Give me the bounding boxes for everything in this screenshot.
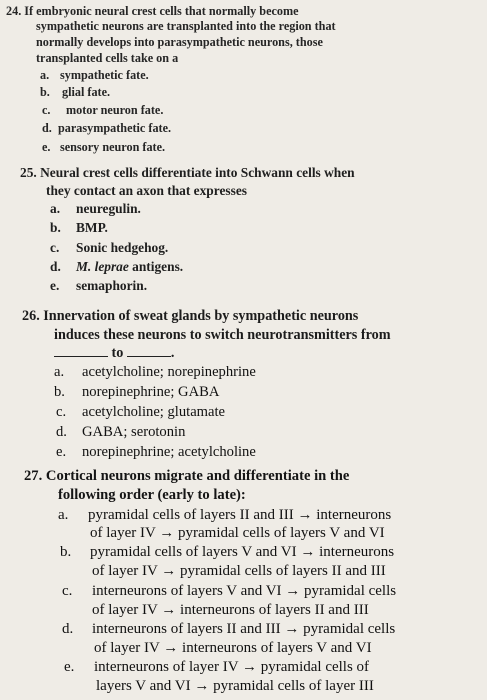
option-letter: b. xyxy=(54,384,65,400)
option-letter: a. xyxy=(50,201,61,216)
option-text: acetylcholine; glutamate xyxy=(82,404,226,420)
option-text: sensory neuron fate. xyxy=(60,140,166,154)
question-stem-line: Innervation of sweat glands by sympathetic neurons xyxy=(43,308,359,324)
option-d xyxy=(56,424,185,441)
question-stem-line: following order (early to late): xyxy=(58,487,246,503)
option-b xyxy=(40,85,110,100)
option-letter: a. xyxy=(58,507,69,523)
question-stem-line: Neural crest cells differentiate into Schwann cells when xyxy=(40,165,355,180)
option-d xyxy=(42,121,171,136)
option-text: pyramidal cells of layers II and III → interneurons xyxy=(88,507,392,523)
option-text: sympathetic fate. xyxy=(60,68,149,82)
question-24-line-1 xyxy=(6,4,299,19)
option-text: motor neuron fate. xyxy=(66,103,164,117)
option-c xyxy=(42,103,163,118)
option-letter: c. xyxy=(56,404,67,420)
question-stem-line: sympathetic neurons are transplanted into the region that xyxy=(36,19,336,33)
question-stem-line: they contact an axon that expresses xyxy=(46,183,247,198)
option-d xyxy=(50,259,183,275)
question-27-line-1 xyxy=(24,468,349,485)
option-text: antigens. xyxy=(128,259,184,274)
option-text: GABA; serotonin xyxy=(82,424,186,440)
fill-in-blank-line xyxy=(54,344,174,362)
option-text: interneurons of layer IV → pyramidal cells of xyxy=(94,659,370,675)
option-text: glial fate. xyxy=(62,85,111,99)
option-letter: d. xyxy=(42,121,52,135)
option-text: parasympathetic fate. xyxy=(58,121,172,135)
option-letter: e. xyxy=(64,659,75,675)
option-text: Sonic hedgehog. xyxy=(76,240,169,255)
option-letter: b. xyxy=(40,85,50,99)
option-c xyxy=(56,404,225,421)
question-number: 25. xyxy=(20,165,37,180)
option-letter: b. xyxy=(60,544,72,560)
option-a-line-1 xyxy=(58,507,391,524)
question-stem-line: transplanted cells take on a xyxy=(36,51,179,65)
option-letter: e. xyxy=(42,140,51,154)
option-letter: c. xyxy=(50,240,60,255)
option-text: of layer IV → interneurons of layers V and VI xyxy=(94,640,372,656)
option-b-line-1 xyxy=(60,544,394,561)
answer-blank-2 xyxy=(127,344,171,357)
option-text: acetylcholine; norepinephrine xyxy=(82,364,256,380)
option-letter: d. xyxy=(62,621,74,637)
option-a xyxy=(50,201,141,217)
option-letter: d. xyxy=(50,259,61,274)
option-text: interneurons of layers V and VI → pyramidal cells xyxy=(92,583,397,599)
question-stem-line: induces these neurons to switch neurotransmitters from xyxy=(54,327,391,343)
option-a xyxy=(54,364,256,381)
option-c xyxy=(50,240,168,256)
option-text: BMP. xyxy=(76,220,108,235)
option-text-italic: M. leprae xyxy=(76,259,129,274)
option-letter: b. xyxy=(50,220,61,235)
option-letter: e. xyxy=(50,278,60,293)
option-text: norepinephrine; acetylcholine xyxy=(82,444,256,460)
question-number: 26. xyxy=(22,308,40,324)
option-letter: c. xyxy=(42,103,51,117)
question-stem-line: normally develops into parasympathetic neurons, those xyxy=(36,35,323,49)
answer-blank-1 xyxy=(54,344,108,357)
option-e xyxy=(50,278,147,294)
option-e-line-1 xyxy=(64,659,369,676)
option-text: layers V and VI → pyramidal cells of layer III xyxy=(96,678,374,694)
option-letter: d. xyxy=(56,424,67,440)
question-stem-line: If embryonic neural crest cells that normally become xyxy=(24,4,299,18)
question-number: 24. xyxy=(6,4,22,18)
option-letter: a. xyxy=(40,68,50,82)
option-letter: c. xyxy=(62,583,73,599)
option-text: norepinephrine; GABA xyxy=(82,384,220,400)
option-a xyxy=(40,68,149,83)
option-b xyxy=(54,384,219,401)
blank-period: . xyxy=(170,345,175,361)
option-e xyxy=(56,444,256,461)
option-text: interneurons of layers II and III → pyramidal cells xyxy=(92,621,396,637)
option-text: semaphorin. xyxy=(76,278,148,293)
blank-connector: to xyxy=(111,345,124,361)
option-text: of layer IV → pyramidal cells of layers V and VI xyxy=(90,525,385,541)
option-letter: e. xyxy=(56,444,67,460)
option-b xyxy=(50,220,108,236)
option-letter: a. xyxy=(54,364,65,380)
question-26-line-1 xyxy=(22,308,358,325)
question-stem-line: Cortical neurons migrate and differentiate in the xyxy=(45,468,350,484)
option-text: of layer IV → interneurons of layers II and III xyxy=(92,602,369,618)
option-text: neuregulin. xyxy=(76,201,141,216)
option-d-line-1 xyxy=(62,621,395,638)
question-25-line-1 xyxy=(20,165,355,181)
option-text: pyramidal cells of layers V and VI → interneurons xyxy=(90,544,395,560)
question-number: 27. xyxy=(24,468,43,484)
option-e xyxy=(42,140,165,155)
option-c-line-1 xyxy=(62,583,396,600)
option-text: of layer IV → pyramidal cells of layers II and III xyxy=(92,563,386,579)
